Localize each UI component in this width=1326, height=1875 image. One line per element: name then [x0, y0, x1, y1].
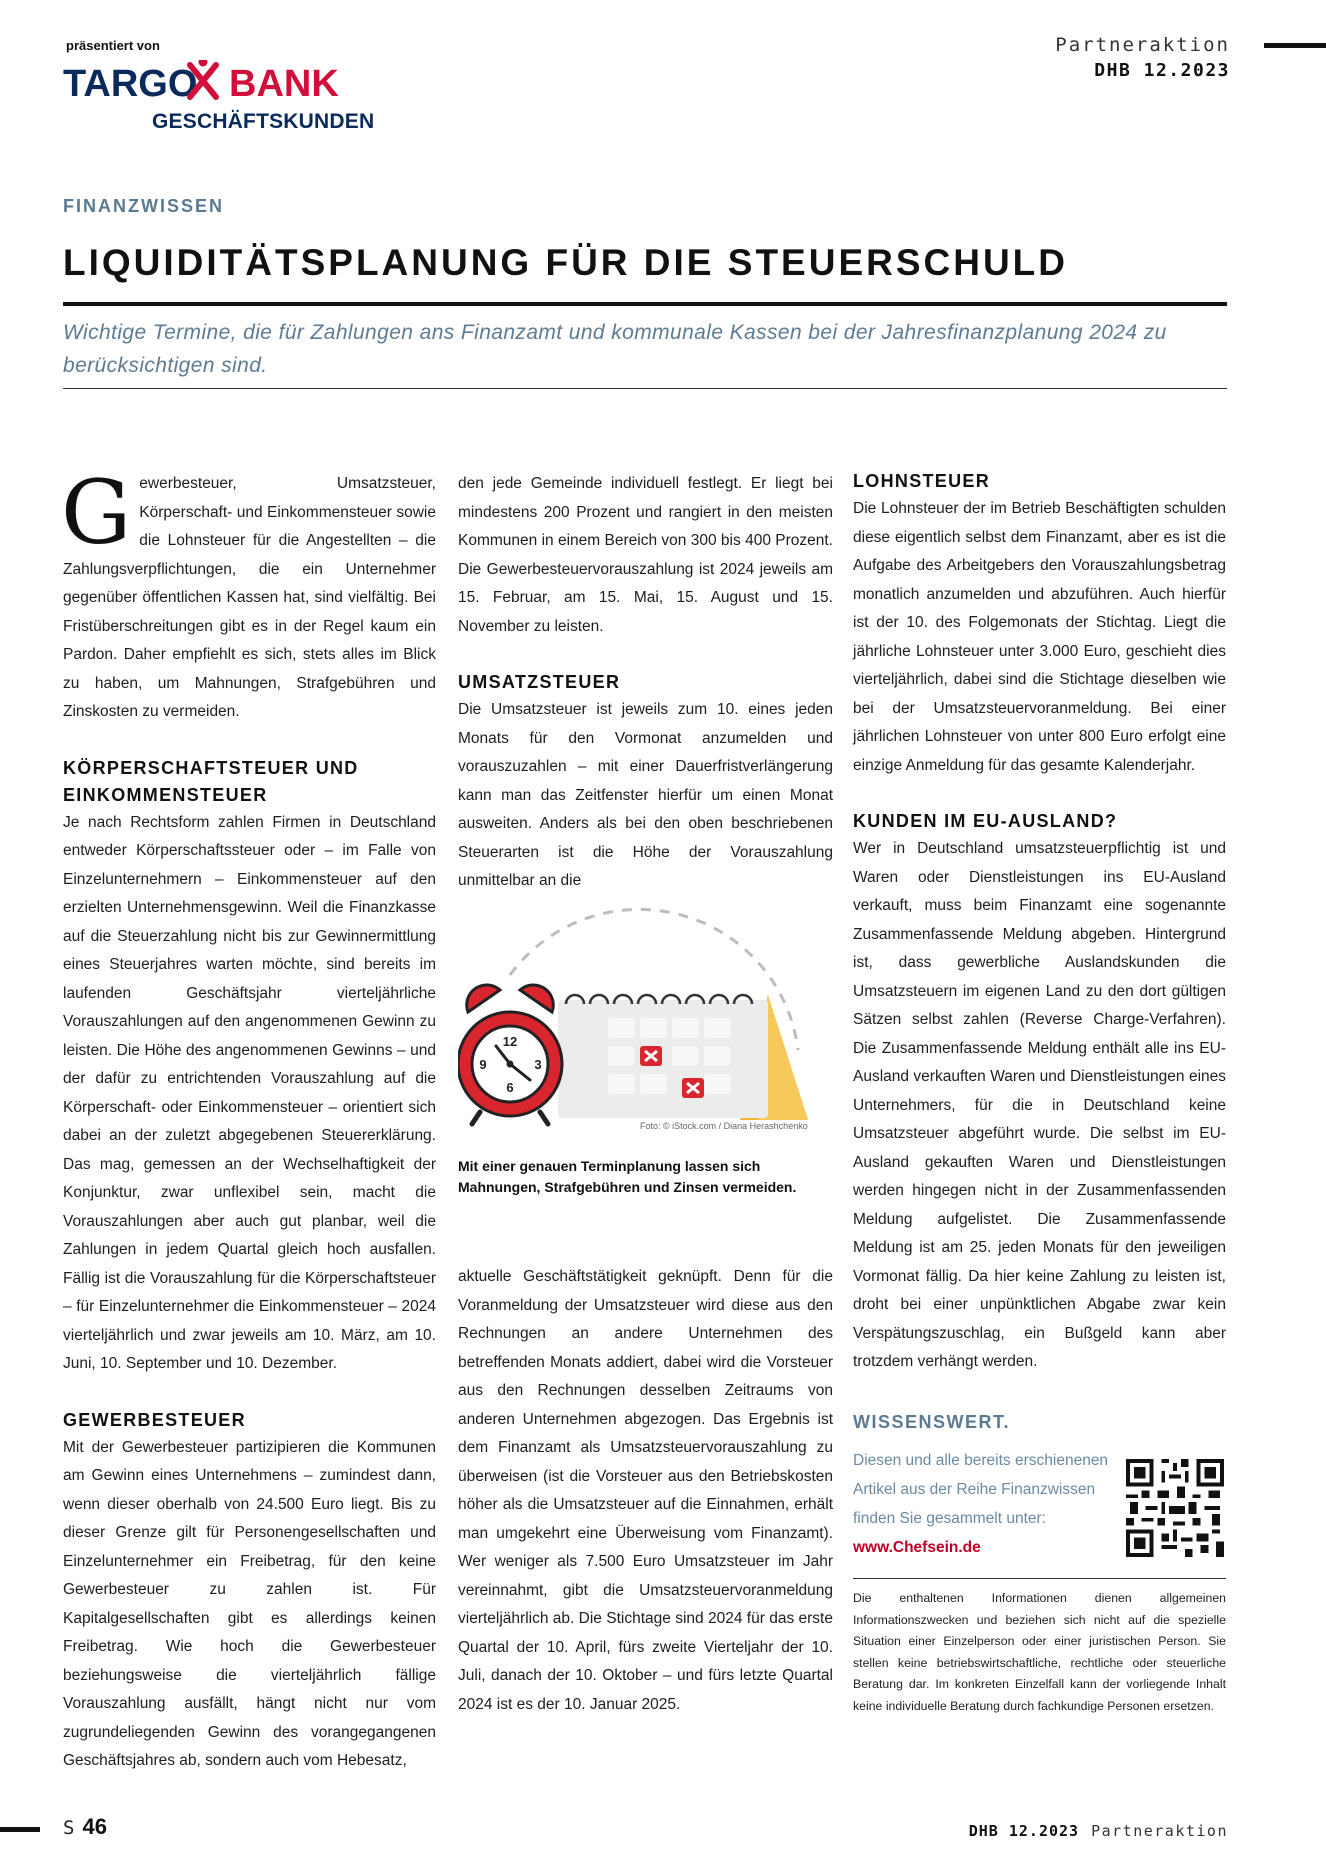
disclaimer-divider	[853, 1578, 1226, 1579]
title-divider	[63, 302, 1227, 306]
page-number	[63, 1814, 107, 1840]
column-1	[61, 461, 436, 1776]
alarm-clock-icon	[458, 985, 562, 1124]
page-prefix: S	[63, 1817, 75, 1839]
heading-koerperschaftsteuer: KÖRPERSCHAFTSTEUER UND EINKOMMENSTEUER	[63, 757, 359, 805]
calendar-clock-illustration	[458, 900, 833, 1132]
calendar-marked-day	[682, 1078, 704, 1098]
lohnsteuer-text: Die Lohnsteuer der im Betrieb Beschäftigten schulden diese eigentlich selbst dem Finanzamt, aber es ist die Aufgabe des Arbeitgebers den Vorauszahlungsbetrag monatlich anzumelden und abzuführen. Auch hierfür ist der 10. des Folgemonats der Stichtag. Liegt die jährliche Lohnsteuer unter 3.000 Euro, geschieht dies vierteljährlich, dabei sind die Stichtage dieselben wie bei der Umsatzsteuervoranmeldung. Bei einer jährlichen Lohnsteuer von unter 800 Euro erfolgt eine einzige Anmeldung für das gesamte Kalenderjahr.	[853, 500, 1226, 774]
chefsein-link[interactable]: www.Chefsein.de	[853, 1539, 981, 1556]
page-title: LIQUIDITÄTSPLANUNG FÜR DIE STEUERSCHULD	[63, 242, 1068, 283]
calendar-page	[558, 1000, 768, 1118]
clock-number-12: 12	[502, 1034, 518, 1049]
column-2-bottom	[458, 1263, 833, 1719]
clock-number-3: 3	[534, 1057, 542, 1072]
umsatzsteuer-text: Die Umsatzsteuer ist jeweils zum 10. eines jeden Monats für den Vormonat anzumelden und vorauszuzahlen – mit einer Dauerfristverlängerung kann man das Zeitfenster hierfür um einen Monat ausweiten. Anders als bei den oben beschriebenen Steuerarten ist die Höhe der Vorauszahlung unmittelbar an die	[458, 701, 833, 889]
drop-cap: G	[61, 461, 132, 564]
header-partner-label: Partneraktion	[1055, 34, 1230, 56]
header-meta	[1055, 34, 1230, 81]
column-3	[853, 468, 1226, 1377]
subtitle-divider	[63, 388, 1227, 389]
qr-code-icon[interactable]	[1126, 1459, 1224, 1557]
gewerbesteuer-continued: den jede Gemeinde individuell festlegt. Er liegt bei mindestens 200 Prozent und rangiert in den meisten Kommunen in einem Bereich von 300 bis 400 Prozent. Die Gewerbesteuervorauszahlung ist 2024 jeweils am 15. Februar, am 15. Mai, 15. August und 15. November zu leisten.	[458, 475, 833, 635]
clock-number-9: 9	[479, 1057, 487, 1072]
wissenswert-body: Diesen und alle bereits erschienenen Artikel aus der Reihe Finanzwissen finden Sie gesammelt unter:	[853, 1452, 1109, 1527]
intro-text: ewerbesteuer, Umsatzsteuer, Körperschaft- und Einkommensteuer sowie die Lohnsteuer für die Angestellten – die Zahlungsverpflichtungen, die ein Unternehmer gegenüber öffentlichen Kassen hat, sind vielfältig. Bei Fristüberschreitungen gibt es in der Regel kaum ein Pardon. Daher empfiehlt es sich, stets alles im Blick zu haben, um Mahnungen, Strafgebühren und Zinskosten zu vermeiden.	[63, 475, 436, 720]
subtitle: Wichtige Termine, die für Zahlungen ans Finanzamt und kommunale Kassen bei der Jahresfinanzplanung 2024 zu berücksichtigen sind.	[63, 321, 1167, 377]
photo-credit: Foto: © iStock.com / Diana Herashchenko	[640, 1121, 808, 1131]
wissenswert-text	[853, 1446, 1123, 1562]
column-2-top	[458, 470, 833, 896]
footer-bar	[0, 1827, 40, 1832]
header-issue: DHB 12.2023	[1094, 60, 1230, 81]
figure-caption: Mit einer genauen Terminplanung lassen sich Mahnungen, Strafgebühren und Zinsen vermeiden.	[458, 1158, 797, 1195]
clock-number-6: 6	[506, 1080, 514, 1095]
logo-subtitle: GESCHÄFTSKUNDEN	[152, 110, 375, 133]
heading-gewerbesteuer: GEWERBESTEUER	[63, 1409, 246, 1430]
wissenswert-heading: WISSENSWERT.	[853, 1412, 1011, 1432]
header-bar	[1264, 43, 1326, 48]
heading-umsatzsteuer: UMSATZSTEUER	[458, 672, 621, 692]
eu-ausland-text: Wer in Deutschland umsatzsteuerpflichtig ist und Waren oder Dienstleistungen ins EU-Ausland verkauft, muss beim Finanzamt eine sogenannte Zusammenfassende Meldung abgeben. Hintergrund ist, dass gewerbliche Auslandskunden die Umsatzsteuern im eigenen Land zu den dort gültigen Sätzen selbst zahlen (Reverse Charge-Verfahren). Die Zusammenfassende Meldung enthält alle ins EU-Ausland verkauften Waren und Dienstleistungen eines Unternehmers, für die in Deutschland keine Umsatzsteuer abgeführt wurde. Die selbst im EU-Ausland gekauften Waren und Dienstleistungen werden hingegen nicht in der Zusammenfassenden Meldung aufgelistet. Die Zusammenfassende Meldung ist am 25. jeden Monats für den jeweiligen Vormonat fällig. Da hier keine Zahlung zu leisten ist, droht bei einer unpünktlichen Abgabe zwar kein Verspätungszuschlag, ein Bußgeld kann aber trotzdem verhängt werden.	[853, 840, 1226, 1370]
calendar-marked-day	[640, 1046, 662, 1066]
intro-paragraph	[61, 461, 436, 727]
gewerbesteuer-text: Mit der Gewerbesteuer partizipieren die Kommunen am Gewinn eines Unternehmens – zumindest dann, wenn dieser oberhalb von 24.500 Euro liegt. Bis zu dieser Grenze gilt für Personengesellschaften und Einzelunternehmer ein Freibetrag, für den keine Gewerbesteuer zu zahlen ist. Für Kapitalgesellschaften gibt es allerdings keinen Freibetrag. Wie hoch die Gewerbesteuer beziehungsweise die vierteljährlich fällige Vorauszahlung ausfällt, hängt nicht nur vom zugrundeliegenden Gewinn des vorangegangenen Geschäftsjahres ab, sondern auch vom Hebesatz,	[63, 1438, 436, 1769]
page-number-value: 46	[82, 1814, 107, 1839]
logo-targo: TARGO	[63, 63, 198, 104]
footer-issue: DHB 12.2023	[968, 1822, 1080, 1840]
umsatzsteuer-continued: aktuelle Geschäftstätigkeit geknüpft. Denn für die Voranmeldung der Umsatzsteuer wird diese aus den Rechnungen an andere Unternehmen des betreffenden Monats addiert, dabei wird die Vorsteuer aus den Rechnungen desselben Zeitraums von anderen Unternehmen abgezogen. Das Ergebnis ist dem Finanzamt als Umsatzsteuervorauszahlung zu überweisen (ist die Vorsteuer aus den Betriebskosten höher als die Umsatzsteuer auf die Einnahmen, erhält man umgekehrt eine Überweisung vom Finanzamt). Wer weniger als 7.500 Euro Umsatzsteuer im Jahr vereinnahmt, gibt die Umsatzsteuervoranmeldung vierteljährlich ab. Die Stichtage sind 2024 für das erste Quartal der 10. April, fürs zweite Vierteljahr der 10. Juli, danach der 10. Oktober – und fürs letzte Quartal 2024 ist es der 10. Januar 2025.	[458, 1268, 833, 1713]
heading-eu-ausland: KUNDEN IM EU-AUSLAND?	[853, 811, 1118, 831]
logo-bank: BANK	[229, 63, 339, 104]
footer-meta	[969, 1822, 1228, 1841]
section-kicker: FINANZWISSEN	[63, 196, 224, 216]
presented-by: präsentiert von	[66, 38, 160, 53]
footer-partner-label: Partneraktion	[1091, 1822, 1228, 1840]
targobank-logo	[63, 60, 393, 104]
heading-lohnsteuer: LOHNSTEUER	[853, 471, 991, 491]
koerperschaftsteuer-text: Je nach Rechtsform zahlen Firmen in Deutschland entweder Körperschaftssteuer oder – im Falle von Einzelunternehmern – Einkommensteuer auf den erzielten Unternehmensgewinn. Weil die Finanzkasse auf die Steuerzahlung nicht bis zur Gewinnermittlung eines Steuerjahres warten möchte, sind bereits im laufenden Geschäftsjahr vierteljährliche Vorauszahlungen auf den angenommenen Gewinn zu leisten. Die Höhe des angenommenen Gewinns – und der dafür zu entrichtenden Vorauszahlung auf die Körperschaft- oder Einkommensteuer – orientiert sich dabei an der zuletzt abgegebenen Steuererklärung. Das mag, gemessen an der Wechselhaftigkeit der Konjunktur, zwar unflexibel sein, macht die Vorauszahlungen aber auch gut planbar, weil die Zahlungen in jedem Quartal gleich hoch ausfallen. Fällig ist die Vorauszahlung für die Körperschaftsteuer – für Einzelunternehmer die Einkommensteuer – 2024 vierteljährlich und zwar jeweils am 10. März, am 10. Juni, 10. September und 10. Dezember.	[63, 813, 436, 1372]
disclaimer: Die enthaltenen Informationen dienen allgemeinen Informationszwecken und beziehen sich nicht auf die spezielle Situation einer Einzelperson oder einer juristischen Person. Sie stellen keine betriebswirtschaftliche, rechtliche oder steuerliche Beratung dar. Im konkreten Einzelfall kann der vorliegende Inhalt keine individuelle Beratung durch fachkundige Personen ersetzen.	[853, 1591, 1226, 1713]
